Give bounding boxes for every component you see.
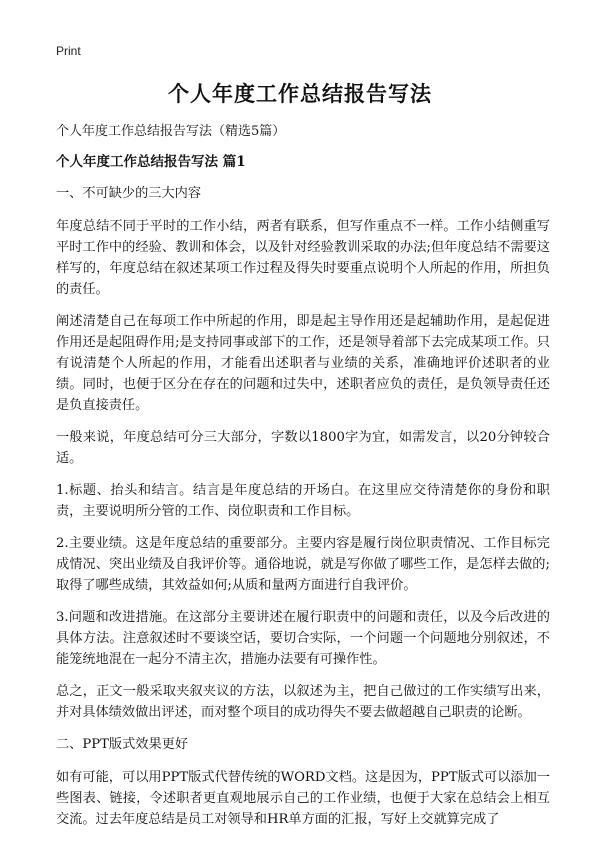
print-link[interactable]: Print	[56, 44, 81, 58]
article-body	[56, 183, 550, 841]
paragraph: 总之，正文一般采取夹叙夹议的方法，以叙述为主，把自己做过的工作实绩写出来，并对具体绩效做出评述，而对整个项目的成功得失不要去做超越自己职责的论断。	[56, 684, 550, 720]
document-subtitle: 个人年度工作总结报告写法（精选5篇）	[56, 124, 286, 139]
paragraph: 阐述清楚自己在每项工作中所起的作用，即是起主导作用还是起辅助作用，是起促进作用还是起阻碍作用;是支持同事或部下的工作，还是领导着部下去完成某项工作。只有说清楚个人所起的作用，才能看出述职者与业绩的关系，准确地评价述职者的业绩。同时，也便于区分在存在的问题和过失中，述职者应负的责任，是负领导责任还是负直接责任。	[56, 314, 550, 413]
paragraph: 年度总结不同于平时的工作小结，两者有联系，但写作重点不一样。工作小结侧重写平时工作中的经验、教训和体会，以及针对经验教训采取的办法;但年度总结不需要这样写的，年度总结在叙述某项工作过程及得失时要重点说明个人所起的作用，所担负的责任。	[56, 219, 550, 297]
article-heading: 个人年度工作总结报告写法 篇1	[56, 154, 246, 170]
paragraph: 如有可能，可以用PPT版式代替传统的WORD文档。这是因为，PPT版式可以添加一些图表、链接，令述职者更直观地展示自己的工作业绩，也便于大家在总结会上相互交流。过去年度总结是员工对领导和HR单方面的汇报，写好上交就算完成了	[56, 770, 550, 827]
paragraph: 2.主要业绩。这是年度总结的重要部分。主要内容是履行岗位职责情况、工作目标完成情况、突出业绩及自我评价等。通俗地说，就是写你做了哪些工作，是怎样去做的;取得了哪些成绩，其效益如何;从质和量两方面进行自我评价。	[56, 536, 550, 593]
paragraph: 一般来说，年度总结可分三大部分，字数以1800字为宜，如需发言，以20分钟较合适。	[56, 430, 550, 466]
paragraph: 1.标题、抬头和结言。结言是年度总结的开场白。在这里应交待清楚你的身份和职责，主要说明所分管的工作、岗位职责和工作目标。	[56, 483, 550, 519]
section-heading-2: 二、PPT版式效果更好	[56, 737, 189, 752]
page-title: 个人年度工作总结报告写法	[168, 81, 432, 106]
paragraph: 3.问题和改进措施。在这部分主要讲述在履行职责中的问题和责任，以及今后改进的具体方法。注意叙述时不要谈空话，要切合实际，一个问题一个问题地分别叙述，不能笼统地混在一起分不清主次，措施办法要有可操作性。	[56, 610, 550, 667]
section-heading-1: 一、不可缺少的三大内容	[56, 186, 202, 201]
